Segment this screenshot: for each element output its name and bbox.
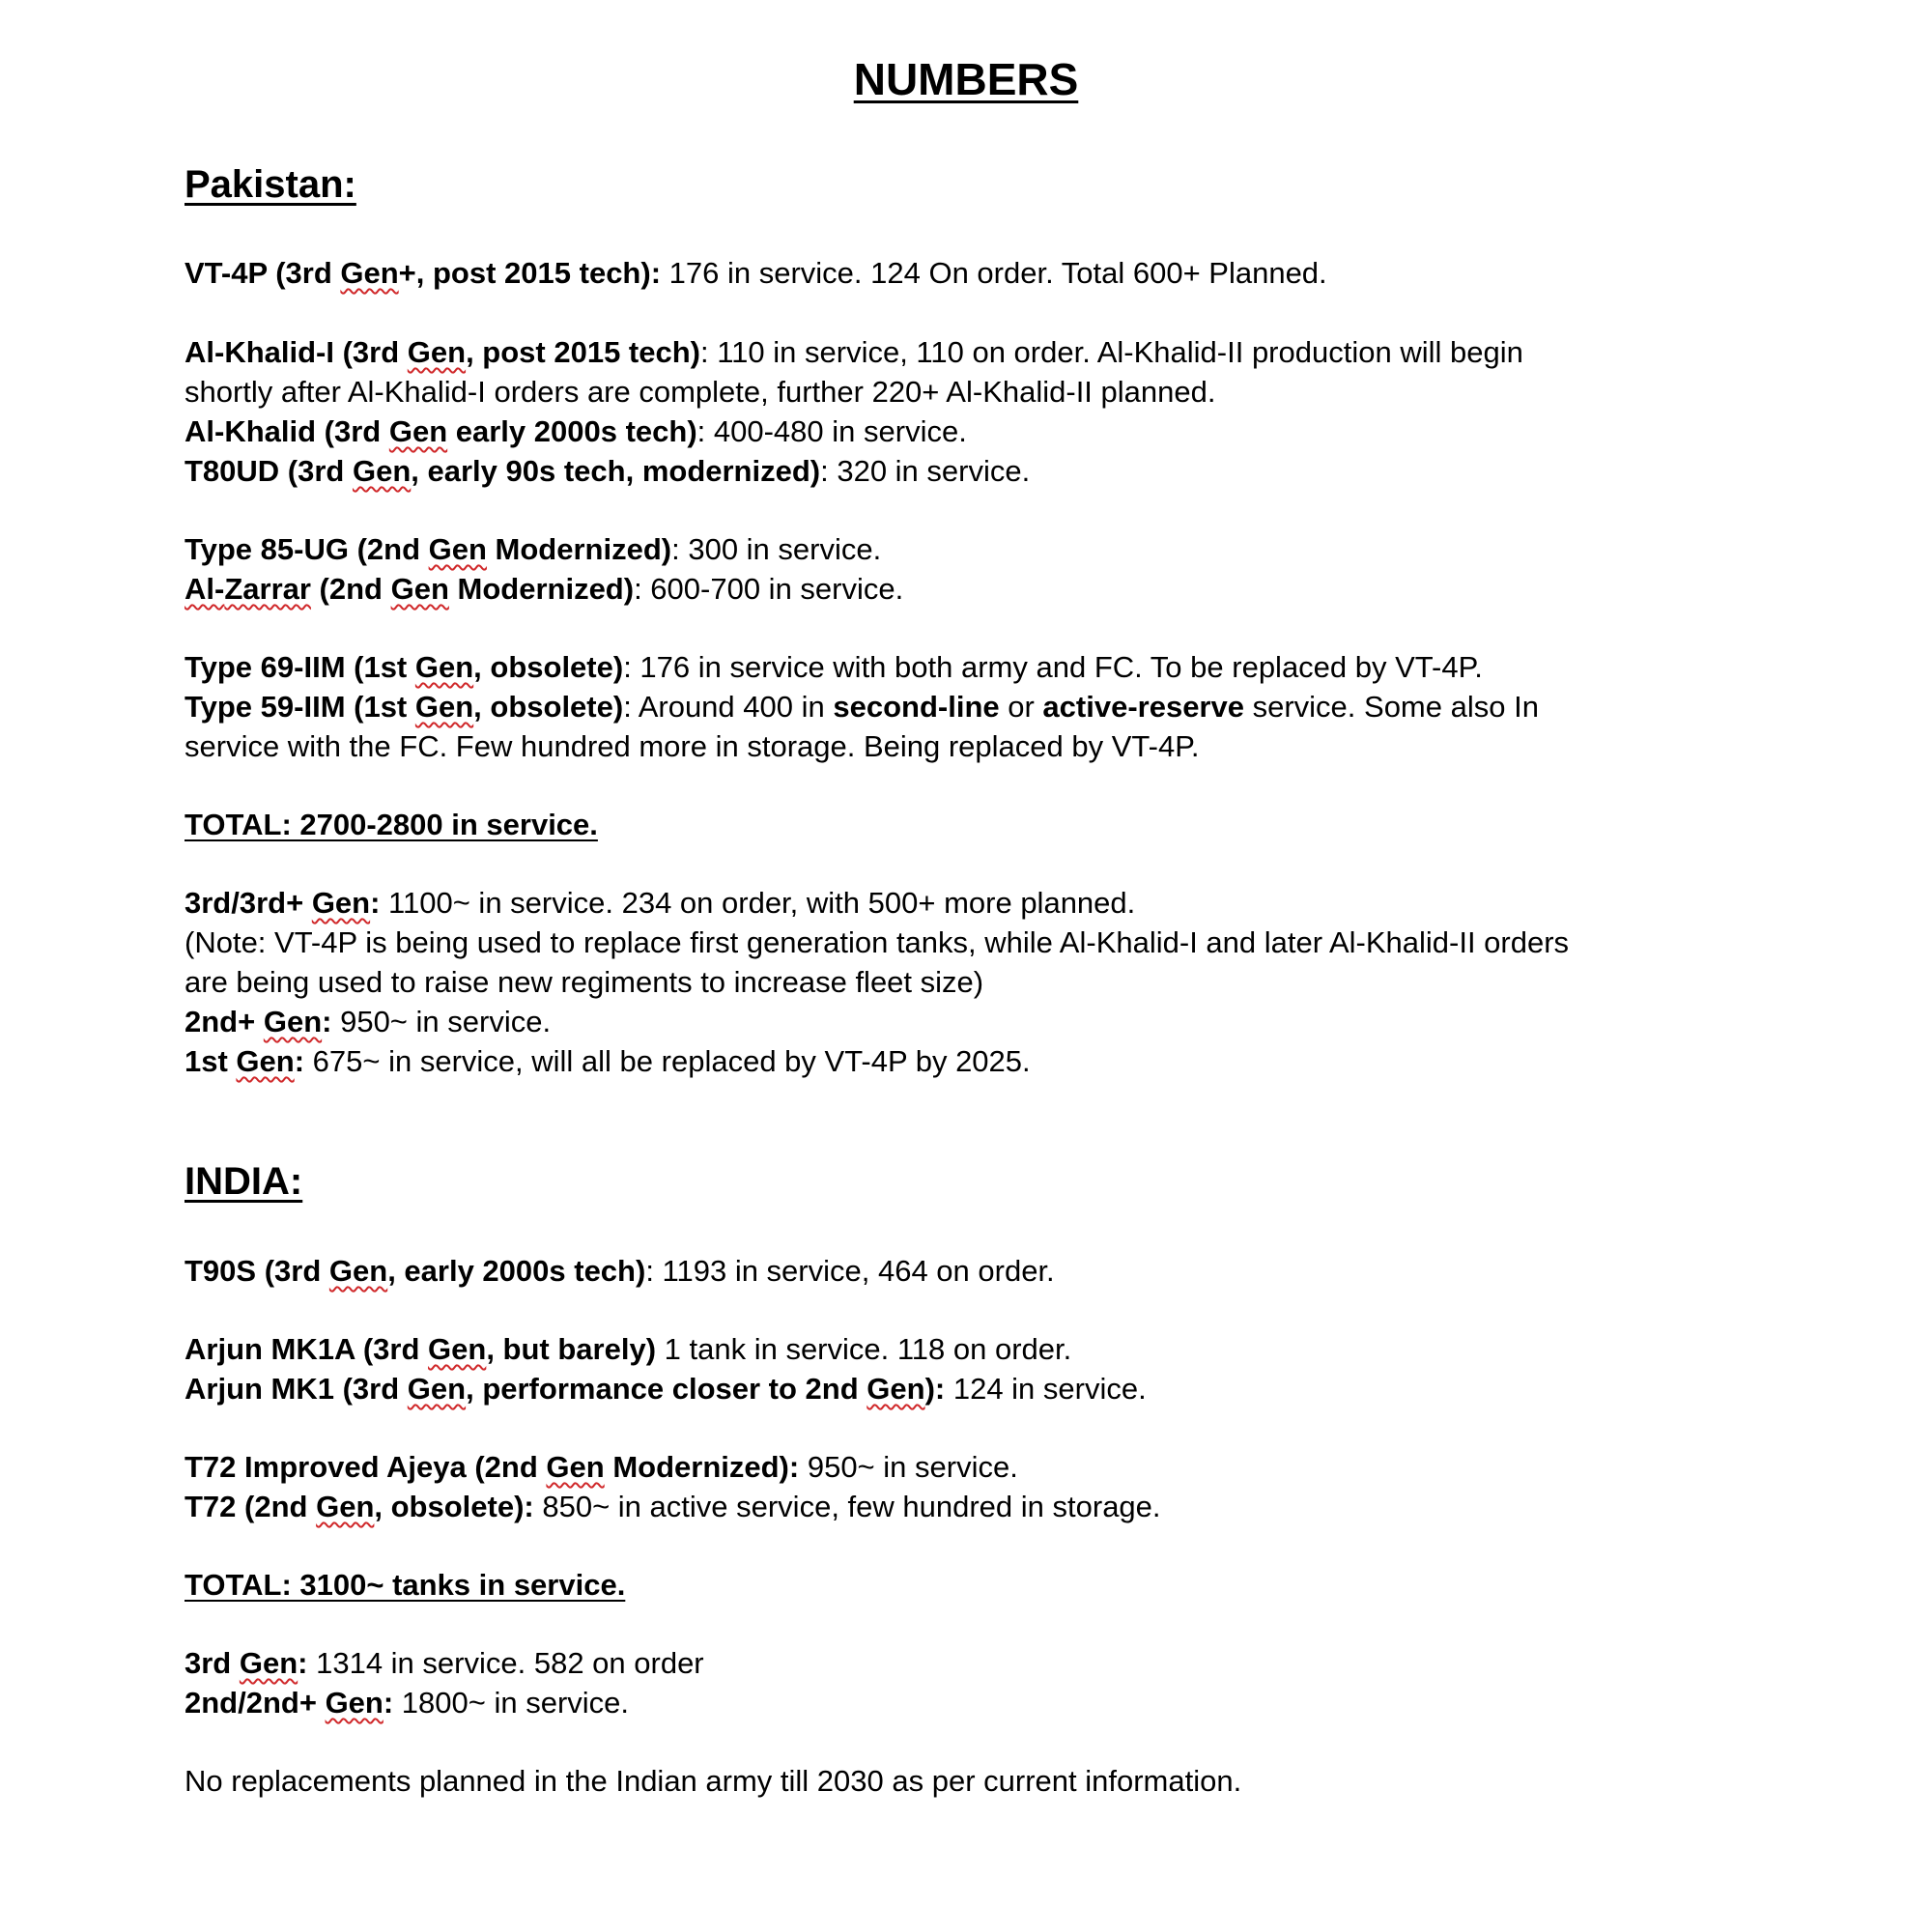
tank-name: Arjun MK1 (3rd Gen, performance closer to 2nd Gen): — [185, 1372, 946, 1406]
india-t72-line: T72 (2nd Gen, obsolete): 850~ in active service, few hundred in storage. — [185, 1490, 1161, 1523]
india-ajeya-line: T72 Improved Ajeya (2nd Gen Modernized): 950~ in service. — [185, 1450, 1018, 1484]
tank-name: T90S (3rd Gen, early 2000s tech) — [185, 1254, 646, 1288]
tank-name: T80UD (3rd Gen, early 90s tech, modernized) — [185, 454, 821, 488]
spellcheck-word: Gen — [428, 1332, 487, 1366]
india-t90s-line: T90S (3rd Gen, early 2000s tech): 1193 in service, 464 on order. — [185, 1254, 1055, 1288]
india-arjun1-line: Arjun MK1 (3rd Gen, performance closer to 2nd Gen): 124 in service. — [185, 1372, 1147, 1406]
spellcheck-word: Gen — [340, 256, 399, 290]
pakistan-note-line-2: are being used to raise new regiments to increase fleet size) — [185, 965, 984, 999]
spellcheck-word: Gen — [311, 886, 371, 920]
tank-name: VT-4P (3rd Gen+, post 2015 tech): — [185, 256, 662, 290]
spellcheck-word: Gen — [407, 1372, 467, 1406]
pakistan-gen1-line: 1st Gen: 675~ in service, will all be replaced by VT-4P by 2025. — [185, 1044, 1031, 1078]
pakistan-note-line-1: (Note: VT-4P is being used to replace first generation tanks, while Al-Khalid-I and later Al-Khalid-II orders — [185, 925, 1570, 959]
tank-name: Al-Khalid (3rd Gen early 2000s tech) — [185, 414, 697, 448]
spellcheck-word: Gen — [414, 690, 474, 724]
india-gen2-line: 2nd/2nd+ Gen: 1800~ in service. — [185, 1686, 630, 1720]
tank-name: Al-Khalid-I (3rd Gen, post 2015 tech) — [185, 335, 700, 369]
india-closing-line: No replacements planned in the Indian army till 2030 as per current information. — [185, 1764, 1242, 1798]
spellcheck-word: Gen — [867, 1372, 925, 1406]
tank-name: Type 69-IIM (1st Gen, obsolete) — [185, 650, 624, 684]
tank-name: Type 59-IIM (1st Gen, obsolete) — [185, 690, 624, 724]
india-total: TOTAL: 3100~ tanks in service. — [185, 1568, 626, 1602]
spellcheck-word: Gen — [236, 1044, 295, 1078]
spellcheck-word: Gen — [388, 414, 448, 448]
spellcheck-word: Gen — [325, 1686, 384, 1720]
spellcheck-word: Gen — [546, 1450, 605, 1484]
india-heading: INDIA: — [185, 1160, 303, 1203]
gen-label: 2nd+ Gen: — [185, 1005, 332, 1038]
pakistan-gen3-line: 3rd/3rd+ Gen: 1100~ in service. 234 on order, with 500+ more planned. — [185, 886, 1136, 920]
pakistan-khalid1-line-cont: shortly after Al-Khalid-I orders are complete, further 220+ Al-Khalid-II planned. — [185, 375, 1216, 409]
gen-label: 2nd/2nd+ Gen: — [185, 1686, 394, 1720]
tank-name: Arjun MK1A (3rd Gen, but barely) — [185, 1332, 657, 1366]
pakistan-khalid1-line: Al-Khalid-I (3rd Gen, post 2015 tech): 110 in service, 110 on order. Al-Khalid-II production will begin — [185, 335, 1523, 369]
spellcheck-word: Gen — [352, 454, 412, 488]
pakistan-khalid-line: Al-Khalid (3rd Gen early 2000s tech): 400-480 in service. — [185, 414, 967, 448]
tank-name: T72 (2nd Gen, obsolete): — [185, 1490, 534, 1523]
spellcheck-word: Gen — [390, 572, 449, 606]
pakistan-gen2-line: 2nd+ Gen: 950~ in service. — [185, 1005, 552, 1038]
pakistan-type85-line: Type 85-UG (2nd Gen Modernized): 300 in service. — [185, 532, 882, 566]
spellcheck-word: Gen — [239, 1646, 298, 1680]
pakistan-type69-line: Type 69-IIM (1st Gen, obsolete): 176 in service with both army and FC. To be replaced by VT-4P. — [185, 650, 1483, 684]
tank-name: T72 Improved Ajeya (2nd Gen Modernized): — [185, 1450, 800, 1484]
spellcheck-word: Gen — [263, 1005, 323, 1038]
india-gen3-line: 3rd Gen: 1314 in service. 582 on order — [185, 1646, 704, 1680]
page-title: NUMBERS — [853, 54, 1079, 104]
tank-name: Al-Zarrar (2nd Gen Modernized) — [185, 572, 635, 606]
india-arjun1a-line: Arjun MK1A (3rd Gen, but barely) 1 tank in service. 118 on order. — [185, 1332, 1072, 1366]
gen-label: 3rd Gen: — [185, 1646, 308, 1680]
spellcheck-word: Gen — [414, 650, 474, 684]
pakistan-vt4p-line: VT-4P (3rd Gen+, post 2015 tech): 176 in service. 124 On order. Total 600+ Planned. — [185, 256, 1327, 290]
pakistan-zarrar-line: Al-Zarrar (2nd Gen Modernized): 600-700 in service. — [185, 572, 904, 606]
pakistan-heading: Pakistan: — [185, 163, 356, 206]
pakistan-type59-line-cont: service with the FC. Few hundred more in storage. Being replaced by VT-4P. — [185, 729, 1200, 763]
spellcheck-word: Gen — [316, 1490, 375, 1523]
pakistan-type59-line: Type 59-IIM (1st Gen, obsolete): Around 400 in second-line or active-reserve service. Some also In — [185, 690, 1539, 724]
pakistan-total: TOTAL: 2700-2800 in service. — [185, 808, 598, 841]
gen-label: 1st Gen: — [185, 1044, 305, 1078]
gen-label: 3rd/3rd+ Gen: — [185, 886, 381, 920]
spellcheck-word: Gen — [328, 1254, 388, 1288]
pakistan-t80ud-line: T80UD (3rd Gen, early 90s tech, modernized): 320 in service. — [185, 454, 1031, 488]
tank-name: Type 85-UG (2nd Gen Modernized) — [185, 532, 672, 566]
spellcheck-word: Gen — [428, 532, 487, 566]
spellcheck-word: Gen — [407, 335, 467, 369]
spellcheck-word: Al-Zarrar — [185, 572, 311, 606]
